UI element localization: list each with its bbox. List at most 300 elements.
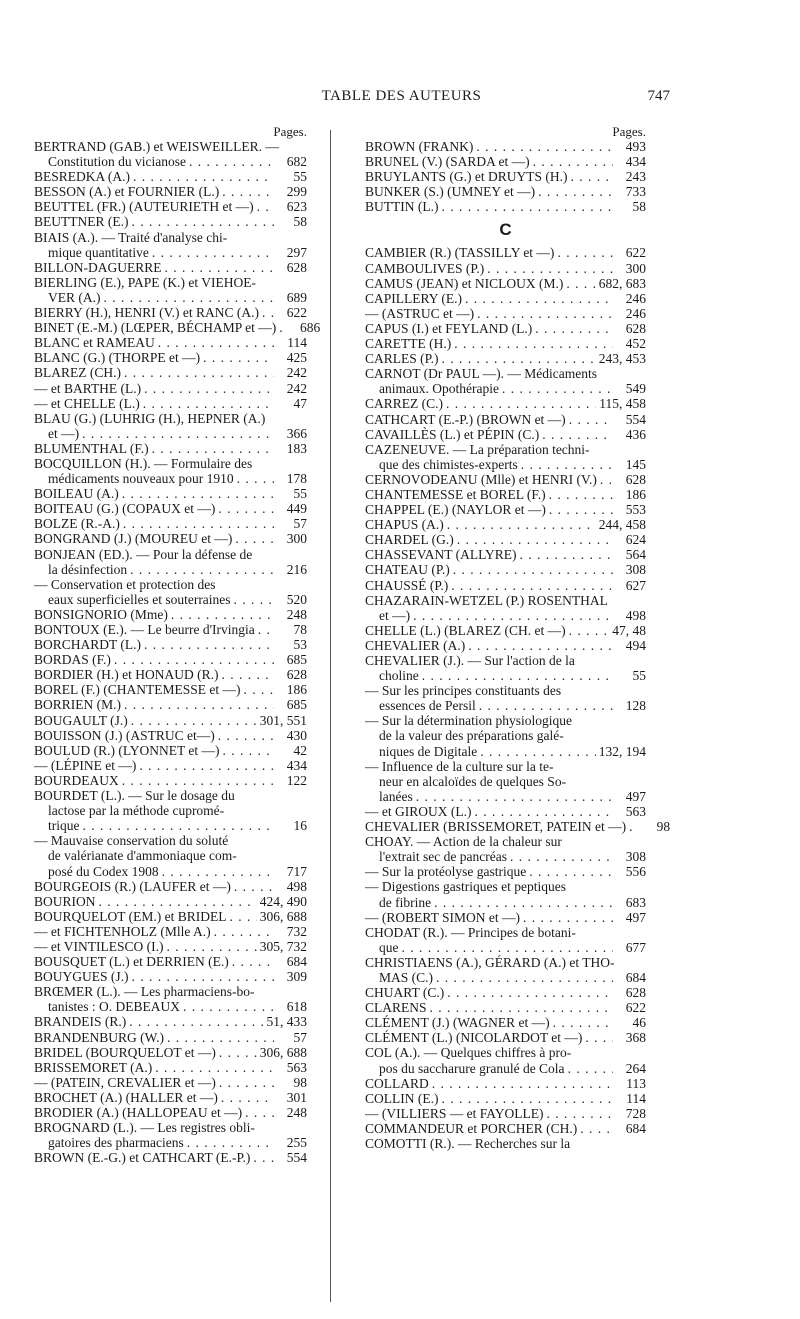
entry-text: BIAIS (A.). — Traité d'analyse chi- <box>34 229 228 245</box>
entry-page: 563 <box>625 803 646 819</box>
entry-text: COMOTTI (R.). — Recherches sur la <box>365 1136 571 1151</box>
entry-text: BROGNARD (L.). — Les registres obli- <box>34 1120 255 1136</box>
entry-text: CHRISTIAENS (A.), GÉRARD (A.) et THO- <box>365 954 615 970</box>
entry-line <box>34 788 307 803</box>
entry-line <box>34 139 307 154</box>
entry-page: 248 <box>286 1105 307 1120</box>
entry-page: 733 <box>625 184 646 200</box>
index-entry <box>34 969 307 984</box>
entry-line <box>34 1105 307 1120</box>
entry-text: tanistes : O. DEBEAUX <box>48 999 180 1015</box>
leader-dots <box>546 1106 613 1121</box>
entry-page: 684 <box>625 1120 646 1136</box>
entry-text: BRODIER (A.) (HALLOPEAU et —) <box>34 1105 243 1120</box>
leader-dots <box>436 970 613 985</box>
entry-text: CAMBIER (R.) (TASSILLY et —) <box>365 245 555 261</box>
leader-dots <box>187 1135 274 1150</box>
index-entry <box>34 335 307 350</box>
index-entry <box>365 759 646 804</box>
leader-dots <box>477 306 613 321</box>
entry-text: CAPILLERY (E.) <box>365 290 462 306</box>
entry-text: BLANC et RAMEAU <box>34 335 155 351</box>
entry-page: 246 <box>625 290 646 306</box>
index-entry <box>365 276 646 291</box>
entry-page: 178 <box>286 471 307 487</box>
entry-page: 434 <box>286 757 307 773</box>
entry-page: 553 <box>625 502 646 518</box>
left-column <box>34 124 321 1166</box>
leader-dots <box>167 1030 274 1045</box>
entry-page: 297 <box>286 244 307 260</box>
entry-page: 47, 48 <box>612 622 646 638</box>
index-entry <box>365 562 646 577</box>
entry-line <box>34 335 307 350</box>
leader-dots <box>521 457 613 472</box>
entry-line <box>365 139 646 154</box>
index-entry <box>365 683 646 713</box>
entry-text: BROWN (FRANK) <box>365 139 474 154</box>
entry-text: CHATEAU (P.) <box>365 562 450 578</box>
entry-line <box>365 366 646 381</box>
entry-text: — Digestions gastriques et peptiques <box>365 879 566 895</box>
entry-line <box>34 637 307 652</box>
entry-text: BONJEAN (ED.). — Pour la défense de <box>34 546 253 562</box>
entry-line <box>365 457 646 472</box>
index-entry <box>365 547 646 562</box>
entry-line <box>34 230 307 245</box>
index-entry <box>34 1150 307 1165</box>
entry-page: 47 <box>293 395 307 411</box>
entry-line <box>34 365 307 380</box>
entry-line <box>365 985 646 1000</box>
entry-line <box>34 1014 307 1029</box>
entry-page: 183 <box>286 440 307 456</box>
entry-line <box>365 169 646 184</box>
entry-line <box>365 517 646 532</box>
entry-text: BERTRAND (GAB.) et WEISWEILLER. — <box>34 139 279 154</box>
entry-page: 682 <box>286 154 307 170</box>
index-entry <box>365 834 646 864</box>
index-entry <box>34 396 307 411</box>
section-letter: C <box>499 220 512 240</box>
entry-page: 264 <box>625 1060 646 1076</box>
entry-line <box>365 1091 646 1106</box>
leader-dots <box>262 305 274 320</box>
entry-page: 57 <box>293 1029 307 1045</box>
entry-text: lactose par la méthode cupromé- <box>48 803 225 819</box>
leader-dots <box>441 1091 613 1106</box>
entry-line <box>365 955 646 970</box>
leader-dots <box>219 1075 274 1090</box>
entry-line <box>34 396 307 411</box>
leader-dots <box>221 667 274 682</box>
entry-line <box>365 562 646 577</box>
entry-text: BILLON-DAGUERRE <box>34 259 162 275</box>
entry-line <box>34 848 307 863</box>
entry-line <box>34 320 321 336</box>
index-entry <box>365 139 646 154</box>
leader-dots <box>457 532 613 547</box>
index-entry <box>34 1060 307 1075</box>
index-entry <box>34 169 307 184</box>
index-entry <box>365 910 646 925</box>
index-entry <box>34 547 307 577</box>
leader-dots <box>549 502 613 517</box>
entry-line <box>34 275 307 290</box>
page-number: 747 <box>647 88 670 104</box>
leader-dots <box>553 1015 613 1030</box>
entry-line <box>34 426 307 441</box>
entry-text: que <box>379 939 399 955</box>
leader-dots <box>447 517 596 532</box>
entry-text: trique <box>48 818 80 834</box>
index-entry <box>34 894 307 909</box>
entry-text: CERNOVODEANU (Mlle) et HENRI (V.) <box>365 471 597 487</box>
entry-page: 128 <box>625 698 646 714</box>
entry-text: BINET (E.-M.) (LŒPER, BÉCHAMP et —) <box>34 320 277 336</box>
entry-text: CHANTEMESSE et BOREL (F.) <box>365 486 546 502</box>
entry-text: CAPUS (I.) et FEYLAND (L.) <box>365 320 533 336</box>
entry-text: BOUSQUET (L.) et DERRIEN (E.) <box>34 954 229 970</box>
index-entry <box>365 199 646 214</box>
entry-text: BOLZE (R.-A.) <box>34 516 120 532</box>
index-entry <box>365 578 646 593</box>
entry-line <box>34 184 307 199</box>
entry-line <box>365 804 646 819</box>
leader-dots <box>523 910 613 925</box>
entry-page: 434 <box>625 154 646 170</box>
index-entry <box>34 320 321 336</box>
entry-page: 58 <box>293 214 307 230</box>
leader-dots <box>451 578 613 593</box>
entry-line <box>34 547 307 562</box>
entry-line <box>365 578 646 593</box>
leader-dots <box>114 652 274 667</box>
index-entry <box>365 1000 646 1015</box>
leader-dots <box>441 199 613 214</box>
index-entry <box>365 261 646 276</box>
entry-text: BOURGEOIS (R.) (LAUFER et —) <box>34 878 231 894</box>
leader-dots <box>566 276 595 291</box>
index-entry <box>365 1045 646 1075</box>
entry-page: 623 <box>286 199 307 215</box>
entry-text: BOUGAULT (J.) <box>34 712 128 728</box>
index-entry <box>365 169 646 184</box>
entry-text: — (ROBERT SIMON et —) <box>365 909 520 925</box>
entry-text: BLANC (G.) (THORPE et —) <box>34 350 201 366</box>
leader-dots <box>139 758 274 773</box>
entry-text: BESREDKA (A.) <box>34 169 131 185</box>
entry-page: 494 <box>625 637 646 653</box>
leader-dots <box>124 365 274 380</box>
leader-dots <box>413 608 613 623</box>
index-entry <box>34 954 307 969</box>
index-entry <box>34 1045 307 1060</box>
index-entry <box>365 955 646 985</box>
entry-line <box>365 849 646 864</box>
index-entry <box>34 622 307 637</box>
leader-dots <box>158 335 274 350</box>
entry-line <box>365 245 646 260</box>
index-entry <box>365 291 646 306</box>
entry-line <box>365 895 646 910</box>
leader-dots <box>479 698 613 713</box>
entry-page: 684 <box>625 969 646 985</box>
entry-page: 622 <box>625 245 646 261</box>
entry-text: CARREZ (C.) <box>365 396 444 412</box>
entry-text: BOULUD (R.) (LYONNET et —) <box>34 742 220 758</box>
leader-dots <box>585 1030 613 1045</box>
entry-line <box>365 1015 646 1030</box>
left-entry-list <box>34 139 321 1166</box>
entry-line <box>34 682 307 697</box>
entry-page: 520 <box>286 591 307 607</box>
entry-text: — Sur la détermination physiologique <box>365 713 572 729</box>
entry-line <box>365 1045 646 1060</box>
entry-text: neur en alcaloïdes de quelques So- <box>379 773 567 789</box>
entry-line <box>365 925 646 940</box>
entry-page: 308 <box>625 849 646 865</box>
entry-line <box>34 501 307 516</box>
entry-text: BESSON (A.) et FOURNIER (L.) <box>34 184 220 200</box>
leader-dots <box>257 199 274 214</box>
leader-dots <box>549 487 613 502</box>
index-entry <box>34 1014 307 1029</box>
entry-text: de valérianate d'ammoniaque com- <box>48 848 237 864</box>
leader-dots <box>234 879 274 894</box>
entry-page: 248 <box>286 606 307 622</box>
leader-dots <box>434 895 613 910</box>
leader-dots <box>237 471 274 486</box>
entry-page: 498 <box>625 607 646 623</box>
index-entry <box>34 909 307 924</box>
leader-dots <box>165 260 275 275</box>
entry-line <box>34 441 307 456</box>
entry-text: BOUISSON (J.) (ASTRUC et—) <box>34 727 215 743</box>
entry-page: 622 <box>286 305 307 321</box>
entry-text: BOILEAU (A.) <box>34 486 119 502</box>
leader-dots <box>152 245 274 260</box>
entry-page: 300 <box>625 260 646 276</box>
index-entry <box>365 487 646 502</box>
entry-line <box>34 1120 307 1135</box>
leader-dots <box>244 682 274 697</box>
entry-text: CHODAT (R.). — Principes de botani- <box>365 924 576 940</box>
entry-text: — (PATEIN, CREVALIER et —) <box>34 1074 216 1090</box>
entry-line <box>365 351 646 366</box>
index-entry <box>34 305 307 320</box>
leader-dots <box>223 743 275 758</box>
entry-line <box>365 336 646 351</box>
leader-dots <box>152 441 274 456</box>
entry-page: 554 <box>625 411 646 427</box>
entry-page: 122 <box>286 772 307 788</box>
leader-dots <box>131 214 274 229</box>
entry-page: 55 <box>293 169 307 185</box>
entry-page: 424, 490 <box>259 893 307 909</box>
index-entry <box>34 531 307 546</box>
index-entry <box>365 442 646 472</box>
column-divider <box>330 130 331 1302</box>
entry-text: CLÉMENT (J.) (WAGNER et —) <box>365 1015 550 1031</box>
leader-dots <box>104 290 275 305</box>
entry-text: lanées <box>379 788 413 804</box>
entry-line <box>34 1030 307 1045</box>
index-entry <box>365 1015 646 1030</box>
leader-dots <box>130 562 274 577</box>
right-column <box>365 124 671 1151</box>
entry-text: BLAREZ (CH.) <box>34 365 121 381</box>
entry-line <box>34 999 307 1014</box>
index-entry <box>34 652 307 667</box>
entry-text: BOURDEAUX <box>34 772 119 788</box>
entry-page: 242 <box>286 365 307 381</box>
entry-line <box>365 547 646 562</box>
entry-line <box>365 1061 646 1076</box>
index-entry <box>34 275 307 305</box>
entry-line <box>34 728 307 743</box>
index-entry <box>34 788 307 833</box>
entry-line <box>365 774 646 789</box>
entry-page: 55 <box>632 668 646 684</box>
entry-text: CLÉMENT (L.) (NICOLARDOT et —) <box>365 1030 583 1046</box>
entry-line <box>365 1106 646 1121</box>
index-entry <box>34 1030 307 1045</box>
leader-dots <box>279 320 287 335</box>
index-entry <box>365 925 646 955</box>
leader-dots <box>232 954 274 969</box>
entry-line <box>34 381 307 396</box>
entry-text: CHASSEVANT (ALLYRE) <box>365 547 517 563</box>
entry-page: 628 <box>286 667 307 683</box>
entry-text: — Conservation et protection des <box>34 576 216 592</box>
leader-dots <box>234 592 274 607</box>
leader-dots <box>538 184 613 199</box>
entry-page: 497 <box>625 788 646 804</box>
entry-text: BRUYLANTS (G.) et DRUYTS (H.) <box>365 169 568 185</box>
entry-line <box>365 291 646 306</box>
running-head <box>133 88 670 108</box>
entry-text: — Influence de la culture sur la te- <box>365 758 554 774</box>
leader-dots <box>468 638 613 653</box>
entry-line <box>365 819 671 835</box>
entry-line <box>34 471 307 486</box>
index-entry <box>365 502 646 517</box>
entry-page: 255 <box>286 1135 307 1151</box>
index-entry <box>365 623 646 638</box>
entry-line <box>34 909 307 924</box>
entry-page: 306, 688 <box>259 1044 307 1060</box>
index-entry <box>34 1120 307 1150</box>
leader-dots <box>82 426 274 441</box>
entry-line <box>34 1060 307 1075</box>
entry-line <box>34 1150 307 1165</box>
leader-dots <box>571 169 614 184</box>
leader-dots <box>144 381 274 396</box>
entry-text: — et VINTILESCO (I.) <box>34 938 164 954</box>
leader-dots <box>189 154 274 169</box>
leader-dots <box>520 547 613 562</box>
entry-line <box>34 969 307 984</box>
entry-text: CARETTE (H.) <box>365 336 452 352</box>
entry-page: 114 <box>626 1090 646 1106</box>
entry-line <box>365 834 646 849</box>
entry-page: 717 <box>286 863 307 879</box>
entry-page: 115, 458 <box>599 396 646 412</box>
entry-text: BOITEAU (G.) (COPAUX et —) <box>34 501 216 517</box>
entry-line <box>34 305 307 320</box>
entry-text: — et GIROUX (L.) <box>365 803 472 819</box>
index-entry <box>34 1090 307 1105</box>
entry-line <box>34 260 307 275</box>
leader-dots <box>131 713 257 728</box>
leader-dots <box>122 773 274 788</box>
entry-line <box>365 698 646 713</box>
entry-text: — et FICHTENHOLZ (Mlle A.) <box>34 923 211 939</box>
index-entry <box>34 184 307 199</box>
entry-text: BRANDENBURG (W.) <box>34 1029 165 1045</box>
entry-page: 186 <box>625 486 646 502</box>
index-entry <box>34 456 307 486</box>
leader-dots <box>245 1105 274 1120</box>
leader-dots <box>502 381 613 396</box>
entry-text: BONTOUX (E.). — Le beurre d'Irvingia <box>34 622 255 637</box>
leader-dots <box>476 139 613 154</box>
entry-line <box>34 577 307 592</box>
entry-page: 498 <box>286 878 307 894</box>
leader-dots <box>123 516 274 531</box>
index-entry <box>34 984 307 1014</box>
entry-page: 628 <box>625 985 646 1001</box>
entry-text: — Sur la protéolyse gastrique <box>365 864 527 880</box>
entry-line <box>365 728 646 743</box>
entry-page: 242 <box>286 380 307 396</box>
entry-text: CATHCART (E.-P.) (BROWN et —) <box>365 411 566 427</box>
entry-line <box>34 456 307 471</box>
leader-dots <box>474 804 613 819</box>
entry-page: 683 <box>625 894 646 910</box>
entry-text: COMMANDEUR et PORCHER (CH.) <box>365 1120 578 1136</box>
leader-dots <box>416 789 613 804</box>
index-entry <box>34 667 307 682</box>
entry-text: CARNOT (Dr PAUL —). — Médicaments <box>365 366 597 382</box>
entry-line <box>365 668 646 683</box>
entry-line <box>34 154 307 169</box>
entry-line <box>365 261 646 276</box>
entry-text: BOURION <box>34 893 96 909</box>
index-entry <box>34 743 307 758</box>
index-entry <box>365 472 646 487</box>
entry-line <box>365 427 646 442</box>
entry-page: 306, 688 <box>259 908 307 924</box>
entry-line <box>365 442 646 457</box>
entry-text: — (LÉPINE et —) <box>34 757 137 773</box>
entry-line <box>34 818 307 833</box>
entry-line <box>34 531 307 546</box>
entry-page: 58 <box>632 199 646 215</box>
entry-page: 244, 458 <box>598 517 646 533</box>
entry-text: niques de Digitale <box>379 743 478 759</box>
entry-text: BORRIEN (M.) <box>34 697 121 713</box>
entry-text: COL (A.). — Quelques chiffres à pro- <box>365 1045 572 1061</box>
entry-text: animaux. Opothérapie <box>379 381 499 397</box>
entry-page: 452 <box>625 336 646 352</box>
entry-page: 55 <box>293 486 307 502</box>
leader-dots <box>155 1060 274 1075</box>
entry-text: CHEVALIER (BRISSEMORET, PATEIN et —) <box>365 819 627 835</box>
leader-dots <box>129 1014 263 1029</box>
entry-page: 497 <box>625 909 646 925</box>
